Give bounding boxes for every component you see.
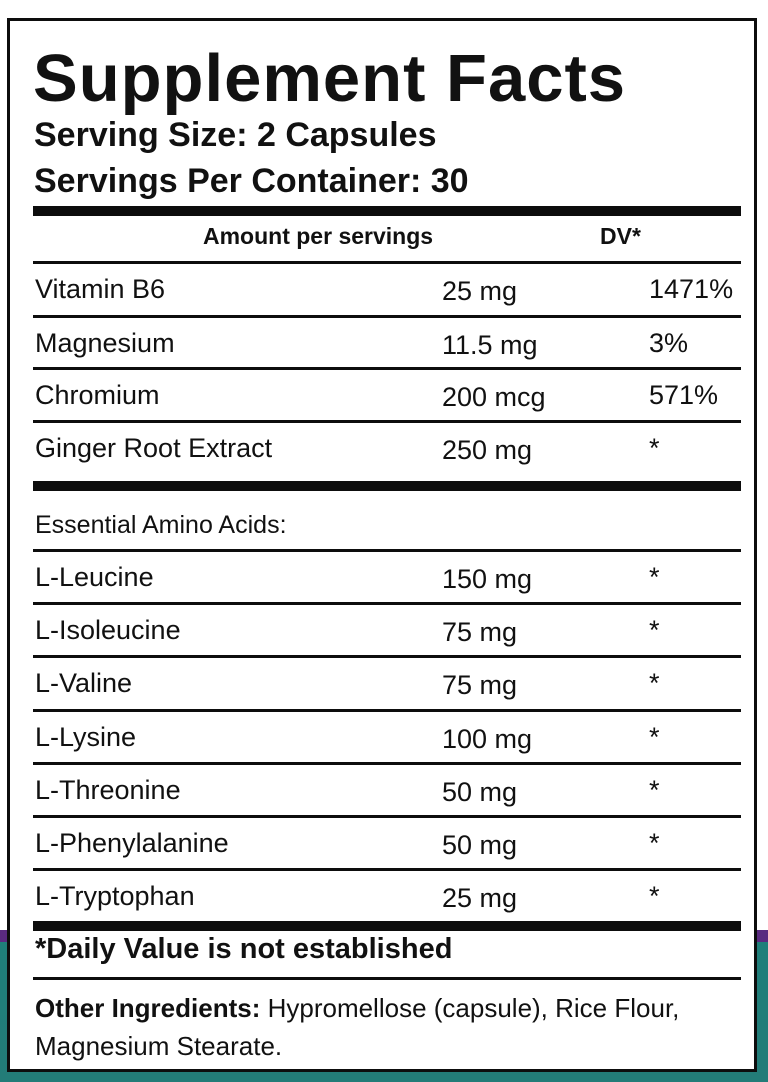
amino-amount: 50 mg [442,777,518,807]
amino-dv: * [649,615,660,645]
serving-size: Serving Size: 2 Capsules [34,116,437,154]
amino-dv: * [649,668,660,698]
amino-name: L-Leucine [35,562,154,592]
amino-name: L-Isoleucine [35,615,181,645]
amino-dv: * [649,562,660,592]
nutrient-dv: 1471% [649,274,734,304]
divider [33,977,741,980]
nutrient-amount: 25 mg [442,276,518,306]
amino-name: L-Threonine [35,775,181,805]
nutrient-row [33,423,741,475]
divider-thick [33,206,741,216]
amino-amount: 100 mg [442,724,533,754]
amino-amount: 75 mg [442,670,518,700]
amino-name: L-Tryptophan [35,881,195,911]
amino-amount: 50 mg [442,830,518,860]
nutrient-amount: 11.5 mg [442,330,538,360]
nutrient-amount: 200 mcg [442,382,546,412]
amino-acids-heading: Essential Amino Acids: [35,511,287,539]
nutrient-dv: 3% [649,328,689,358]
nutrient-row [33,264,741,316]
nutrient-row [33,370,741,422]
nutrient-dv: 571% [649,380,719,410]
amino-name: L-Lysine [35,722,137,752]
amino-amount: 25 mg [442,883,518,913]
label-title: Supplement Facts [33,41,627,116]
amino-name: L-Valine [35,668,133,698]
column-header-amount: Amount per servings [203,223,434,249]
divider-thick [33,481,741,491]
nutrient-name: Chromium [35,380,160,410]
amino-dv: * [649,722,660,752]
divider-thick [33,921,741,931]
nutrient-name: Vitamin B6 [35,274,166,304]
nutrient-amount: 250 mg [442,435,533,465]
amino-row [33,871,741,923]
nutrient-name: Magnesium [35,328,175,358]
daily-value-footnote: *Daily Value is not established [35,933,453,965]
amino-name: L-Phenylalanine [35,828,229,858]
amino-row [33,712,741,764]
amino-dv: * [649,775,660,805]
amino-row [33,658,741,710]
other-ingredients-text: Hypromellose (capsule), Rice Flour, Magnesium Stearate. [35,993,680,1061]
amino-dv: * [649,881,660,911]
nutrient-row [33,318,741,370]
amino-row [33,818,741,870]
amino-amount: 150 mg [442,564,533,594]
amino-dv: * [649,828,660,858]
servings-per-container: Servings Per Container: 30 [34,162,469,200]
other-ingredients [35,989,741,1065]
nutrient-dv: * [649,433,660,463]
column-header-dv: DV* [600,223,641,249]
supplement-facts-panel [7,18,757,1072]
amino-row [33,765,741,817]
amino-row [33,552,741,604]
amino-amount: 75 mg [442,617,518,647]
amino-row [33,605,741,657]
other-ingredients-label: Other Ingredients: [35,993,261,1023]
nutrient-name: Ginger Root Extract [35,433,273,463]
